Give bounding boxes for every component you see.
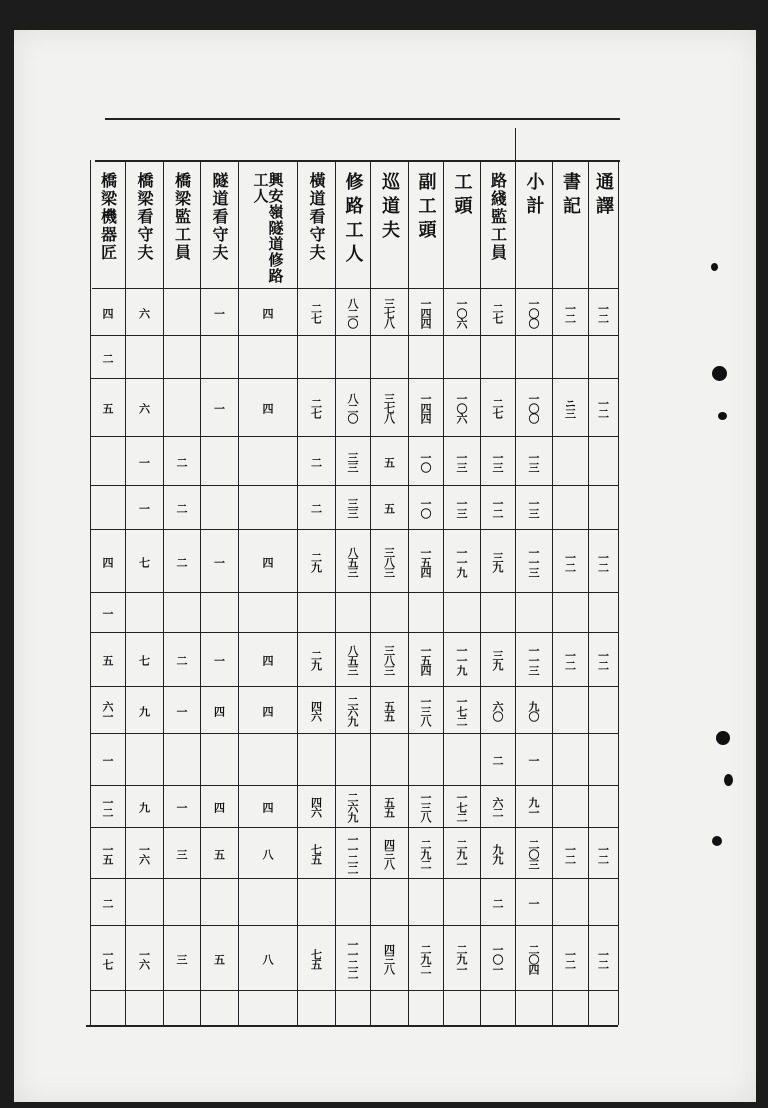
- table-cell: 一三: [527, 498, 540, 518]
- column-header: 興安嶺隧道修路工人: [251, 172, 285, 284]
- column-header: 路綫監工員: [488, 172, 508, 262]
- table-cell: 五: [101, 655, 114, 665]
- table-cell: 三九: [491, 551, 504, 572]
- table-cell: 一〇一: [491, 943, 504, 974]
- table-cell: 一五四: [419, 546, 432, 577]
- binding-mark: [711, 263, 718, 271]
- table-cell: 二九二: [419, 943, 432, 974]
- table-cell: 二: [101, 897, 114, 908]
- row-rule: [90, 686, 618, 687]
- table-cell: 七: [137, 655, 151, 665]
- table-cell: 一二: [563, 302, 577, 323]
- table-cell: 三八三: [382, 645, 396, 675]
- table-cell: 一三: [527, 451, 540, 472]
- column-header: 工頭: [451, 172, 473, 220]
- binding-mark: [716, 731, 730, 745]
- table-cell: 一一九: [455, 546, 468, 577]
- table-cell: 四三八: [382, 943, 396, 974]
- table-cell: 四: [212, 802, 226, 812]
- header-rule: [92, 288, 618, 289]
- table-cell: 一一二二: [346, 938, 359, 979]
- table-cell: 三九: [491, 650, 504, 670]
- table-cell: 二: [491, 897, 504, 908]
- column-header: 巡道夫: [379, 172, 400, 244]
- table-cell: 一一九: [455, 645, 468, 675]
- table-cell: 一二: [563, 650, 577, 670]
- table-cell: 一二: [101, 797, 114, 817]
- table-cell: 五: [101, 403, 114, 413]
- table-cell: 一三: [455, 498, 468, 518]
- table-cell: 一: [101, 755, 114, 765]
- row-rule: [90, 878, 618, 879]
- table-cell: 二七: [491, 302, 504, 323]
- row-rule: [90, 785, 618, 786]
- table-cell: 一三八: [419, 695, 432, 726]
- table-cell: 一: [175, 802, 188, 812]
- table-cell: 一: [527, 897, 540, 908]
- table-cell: 七: [137, 556, 151, 567]
- table-cell: 一三八: [419, 792, 432, 822]
- table-cell: 九九: [491, 843, 504, 864]
- table-cell: 五五: [382, 797, 396, 817]
- table-cell: 三八三: [382, 546, 396, 577]
- row-rule: [90, 632, 618, 633]
- column-header: 橫道看守夫: [307, 172, 326, 262]
- row-rule: [90, 485, 618, 486]
- column-rule: [618, 160, 619, 1025]
- table-cell: 二: [175, 456, 188, 467]
- table-cell: 二〇四: [527, 943, 540, 974]
- table-cell: 二〇三: [527, 838, 540, 869]
- column-header: 橋梁看守夫: [135, 172, 154, 262]
- table-cell: 二: [175, 503, 188, 513]
- table-cell: 四: [261, 655, 274, 665]
- table-cell: 八: [261, 848, 274, 859]
- binding-mark: [724, 774, 733, 786]
- column-header: 隧道看守夫: [210, 172, 229, 262]
- table-cell: 二九一: [455, 838, 468, 869]
- table-cell: 九: [137, 802, 151, 812]
- table-cell: 二六九: [346, 695, 359, 726]
- bottom-rule: [86, 1025, 618, 1027]
- table-cell: 四六: [309, 797, 323, 817]
- table-cell: 一〇: [419, 451, 432, 472]
- table-cell: 四: [261, 307, 274, 318]
- table-cell: 二六九: [346, 792, 359, 822]
- table-cell: 一二: [596, 398, 610, 418]
- table-cell: 六: [137, 307, 151, 318]
- table-cell: 一〇〇: [527, 393, 540, 423]
- row-rule: [90, 733, 618, 734]
- table-cell: 四: [261, 705, 274, 716]
- table-cell: 一五: [101, 843, 114, 864]
- table-cell: 二七: [491, 398, 504, 418]
- row-rule: [90, 990, 618, 991]
- table-cell: 二九一: [455, 943, 468, 974]
- table-cell: 一二: [596, 551, 610, 572]
- column-header: 副工頭: [415, 172, 437, 244]
- table-cell: 四: [101, 307, 114, 318]
- table-cell: 二: [175, 655, 188, 665]
- binding-mark: [718, 412, 727, 420]
- table-cell: 一: [137, 456, 151, 467]
- table-cell: 一: [212, 307, 226, 318]
- table-cell: 四三八: [382, 838, 396, 869]
- table-cell: 一二: [563, 551, 577, 572]
- table-cell: 八五三: [346, 546, 359, 577]
- table-cell: 六一: [101, 700, 114, 721]
- table-cell: 二七: [309, 302, 323, 323]
- table-cell: 一五四: [419, 645, 432, 675]
- binding-mark: [712, 836, 722, 846]
- table-cell: 四: [261, 802, 274, 812]
- table-cell: 八二〇: [346, 393, 359, 423]
- table-cell: 三三: [346, 451, 359, 472]
- table-cell: 二七: [309, 398, 323, 418]
- table-cell: 九: [137, 705, 151, 716]
- table-cell: 八五三: [346, 645, 359, 675]
- table-cell: 一〇〇: [527, 297, 540, 328]
- row-rule: [90, 378, 618, 379]
- table-cell: 九一: [527, 797, 540, 817]
- table-cell: 四: [212, 705, 226, 716]
- table-cell: 一六: [137, 843, 151, 864]
- row-rule: [90, 335, 618, 336]
- table-cell: ニ三: [563, 398, 577, 418]
- table-cell: 三七八: [382, 297, 396, 328]
- table-cell: 六〇: [491, 700, 504, 721]
- table-cell: 四: [261, 556, 274, 567]
- table-cell: 二: [175, 556, 188, 567]
- table-cell: 一一二二: [346, 833, 359, 874]
- table-cell: 一二: [596, 650, 610, 670]
- row-rule: [90, 529, 618, 530]
- table-cell: 一〇六: [455, 297, 468, 328]
- section-rule: [95, 160, 620, 162]
- column-header: 書記: [560, 172, 581, 220]
- table-cell: 九〇: [527, 700, 540, 721]
- row-rule: [90, 592, 618, 593]
- table-cell: 一三: [455, 451, 468, 472]
- table-cell: 一一三: [527, 645, 540, 675]
- table-cell: 一〇: [419, 498, 432, 518]
- row-rule: [90, 436, 618, 437]
- table-cell: 一一三: [527, 546, 540, 577]
- table-cell: 二九二: [419, 838, 432, 869]
- table-cell: 一二: [563, 843, 577, 864]
- table-cell: 一二: [596, 948, 610, 969]
- binding-mark: [712, 366, 727, 381]
- table-cell: 八: [261, 953, 274, 964]
- table-cell: 一七二: [455, 695, 468, 726]
- table-cell: 一: [175, 705, 188, 716]
- table-cell: 一七: [101, 948, 114, 969]
- table-cell: 一三: [491, 451, 504, 472]
- table-cell: 一四四: [419, 297, 432, 328]
- table-cell: 七五: [309, 948, 323, 969]
- table-cell: 五: [212, 953, 226, 964]
- table-cell: 一六: [137, 948, 151, 969]
- table-cell: 五: [212, 848, 226, 859]
- row-rule: [90, 827, 618, 828]
- table-cell: 五: [382, 503, 396, 513]
- table-cell: 一: [137, 503, 151, 513]
- table-cell: 八二〇: [346, 297, 359, 328]
- table-cell: 四: [101, 556, 114, 567]
- table-cell: 六: [137, 403, 151, 413]
- table-cell: 二: [101, 352, 114, 363]
- table-cell: 六二: [491, 797, 504, 817]
- table-cell: 四六: [309, 700, 323, 721]
- table-cell: 一: [212, 655, 226, 665]
- column-header: 通譯: [593, 172, 614, 220]
- table-cell: 五: [382, 456, 396, 467]
- table-cell: 二九: [309, 551, 323, 572]
- row-rule: [90, 925, 618, 926]
- table-cell: 一〇六: [455, 393, 468, 423]
- table-cell: 二: [309, 456, 323, 467]
- table-cell: 一四四: [419, 393, 432, 423]
- table-cell: 一二: [491, 498, 504, 518]
- table-cell: 一七二: [455, 792, 468, 822]
- table-cell: 一: [212, 403, 226, 413]
- table-cell: 三三: [346, 498, 359, 518]
- table-cell: 一二: [563, 948, 577, 969]
- column-header: 小計: [523, 172, 545, 220]
- table-cell: 一二: [596, 843, 610, 864]
- table-cell: 四: [261, 403, 274, 413]
- table-cell: 三: [175, 848, 188, 859]
- table-cell: 一: [101, 608, 114, 618]
- table-cell: 一: [527, 755, 540, 765]
- table-cell: 二九: [309, 650, 323, 670]
- table-cell: 一: [212, 556, 226, 567]
- table-cell: 二: [309, 503, 323, 513]
- table-cell: 三: [175, 953, 188, 964]
- top-rule: [105, 118, 620, 120]
- column-header: 橋梁機器匠: [98, 172, 118, 262]
- table-cell: 三七八: [382, 393, 396, 423]
- table-cell: 七五: [309, 843, 323, 864]
- table-cell: 五五: [382, 700, 396, 721]
- table-cell: 二: [491, 755, 504, 765]
- table-cell: 一二: [596, 302, 610, 323]
- column-header: 修路工人: [342, 172, 364, 268]
- column-header: 橋梁監工員: [172, 172, 192, 262]
